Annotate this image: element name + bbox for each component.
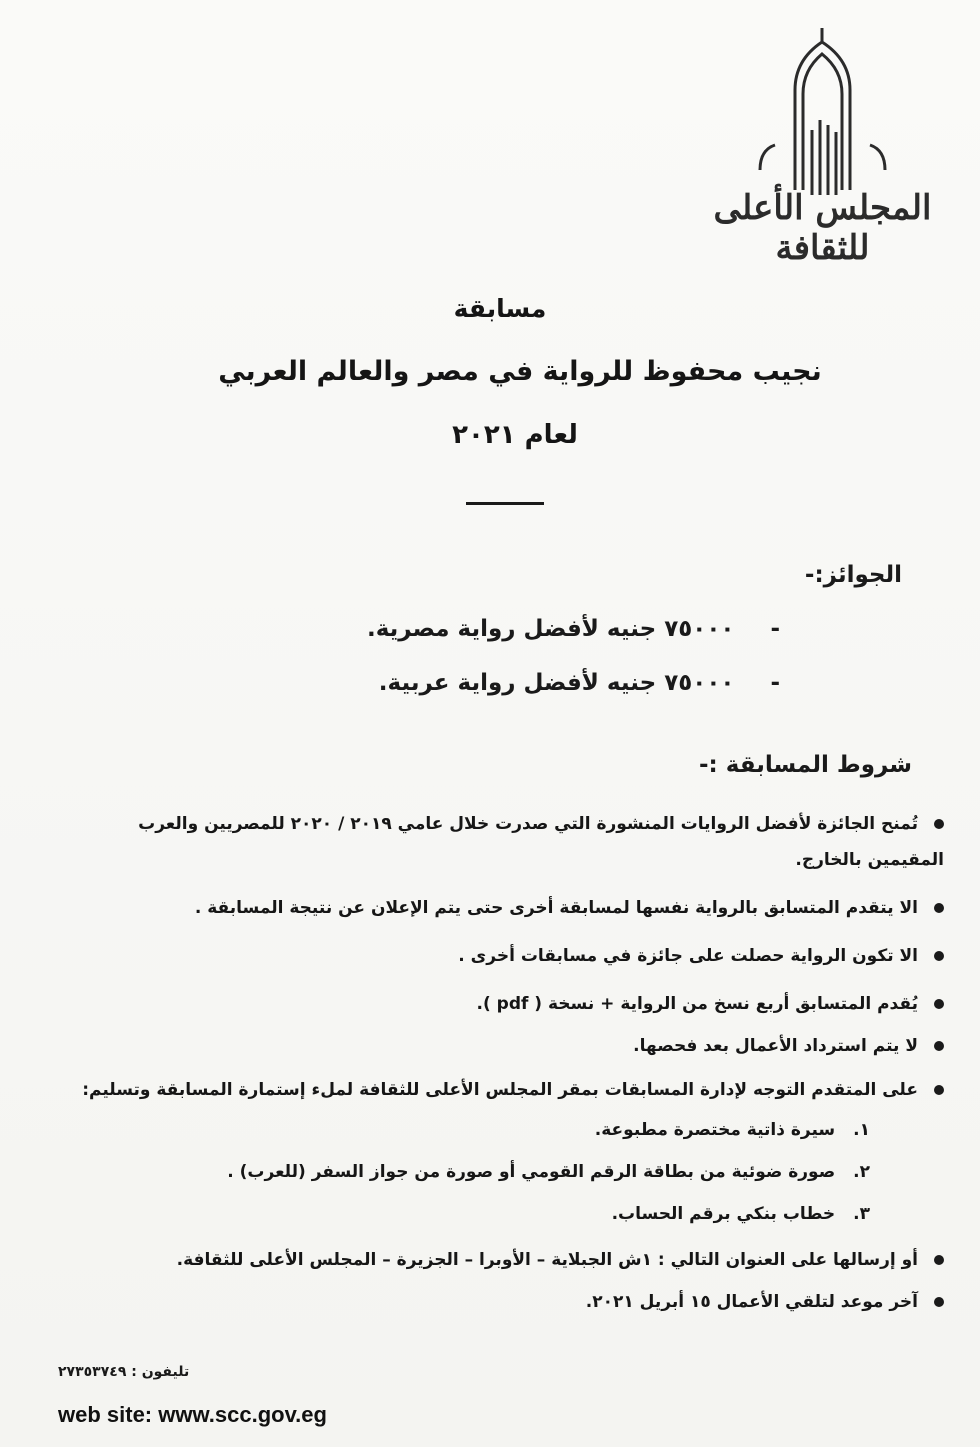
condition-text: الا تكون الرواية حصلت على جائزة في مسابقات أخرى .: [458, 946, 918, 966]
bullet-icon: [934, 903, 944, 913]
bullet-icon: [934, 999, 944, 1009]
sub-item-number: ٢.: [853, 1162, 870, 1182]
condition-text: الا يتقدم المتسابق بالرواية نفسها لمسابقة أخرى حتى يتم الإعلان عن نتيجة المسابقة .: [194, 898, 918, 918]
sub-item-text: خطاب بنكي برقم الحساب.: [611, 1204, 836, 1224]
prize-dash: -: [770, 670, 780, 696]
sub-item-text: صورة ضوئية من بطاقة الرقم القومي أو صورة من جواز السفر (للعرب) .: [227, 1162, 836, 1182]
prize-item: [379, 670, 780, 696]
condition-text: آخر موعد لتلقي الأعمال ١٥ أبريل ٢٠٢١.: [585, 1292, 918, 1312]
prize-text: ٧٥٠٠٠ جنيه لأفضل رواية عربية.: [378, 670, 735, 696]
prize-text: ٧٥٠٠٠ جنيه لأفضل رواية مصرية.: [366, 616, 735, 642]
title-divider: [466, 502, 544, 505]
footer-phone: تليفون : ٢٧٣٥٣٧٤٩: [58, 1364, 190, 1380]
bullet-icon: [934, 951, 944, 961]
condition-text: تُمنح الجائزة لأفضل الروايات المنشورة التي صدرت خلال عامي ٢٠١٩ / ٢٠٢٠ للمصريين والعرب المقيمين بالخارج.: [138, 814, 944, 870]
conditions-heading: شروط المسابقة :-: [699, 752, 912, 778]
bullet-icon: [934, 1085, 944, 1095]
title-year: لعام ٢٠٢١: [452, 420, 578, 450]
condition-item: [64, 986, 944, 1022]
sub-item-number: ٣.: [853, 1204, 870, 1224]
sub-item: [612, 1204, 870, 1224]
condition-item: [64, 938, 944, 974]
condition-text: على المتقدم التوجه لإدارة المسابقات بمقر المجلس الأعلى للثقافة لملء إستمارة المسابقة وتسليم:: [82, 1080, 918, 1100]
condition-text: لا يتم استرداد الأعمال بعد فحصها.: [633, 1036, 918, 1056]
condition-text: يُقدم المتسابق أربع نسخ من الرواية + نسخة ( pdf ).: [476, 994, 918, 1014]
condition-item: [64, 1284, 944, 1320]
condition-text: أو إرسالها على العنوان التالي : ١ش الجبلاية – الأوبرا – الجزيرة – المجلس الأعلى للثقافة.: [176, 1250, 918, 1270]
sub-item-text: سيرة ذاتية مختصرة مطبوعة.: [594, 1120, 836, 1140]
title-competition-name: نجيب محفوظ للرواية في مصر والعالم العربي: [218, 356, 822, 387]
bullet-icon: [934, 819, 944, 829]
condition-item: [64, 806, 944, 878]
title-competition: مسابقة: [453, 294, 547, 323]
prize-dash: -: [770, 616, 780, 642]
bullet-icon: [934, 1297, 944, 1307]
council-logo: [700, 20, 945, 268]
logo-text: المجلس الأعلى للثقافة: [713, 188, 932, 268]
bullet-icon: [934, 1255, 944, 1265]
condition-item: [64, 890, 944, 926]
condition-item: [64, 1072, 944, 1108]
footer-website: web site: www.scc.gov.eg: [58, 1402, 327, 1427]
condition-item: [64, 1242, 944, 1278]
sub-item: [595, 1120, 870, 1140]
bullet-icon: [934, 1041, 944, 1051]
sub-item: [227, 1162, 870, 1182]
condition-item: [64, 1028, 944, 1064]
sub-item-number: ١.: [853, 1120, 870, 1140]
prize-item: [367, 616, 780, 642]
prizes-heading: الجوائز:-: [804, 562, 902, 588]
